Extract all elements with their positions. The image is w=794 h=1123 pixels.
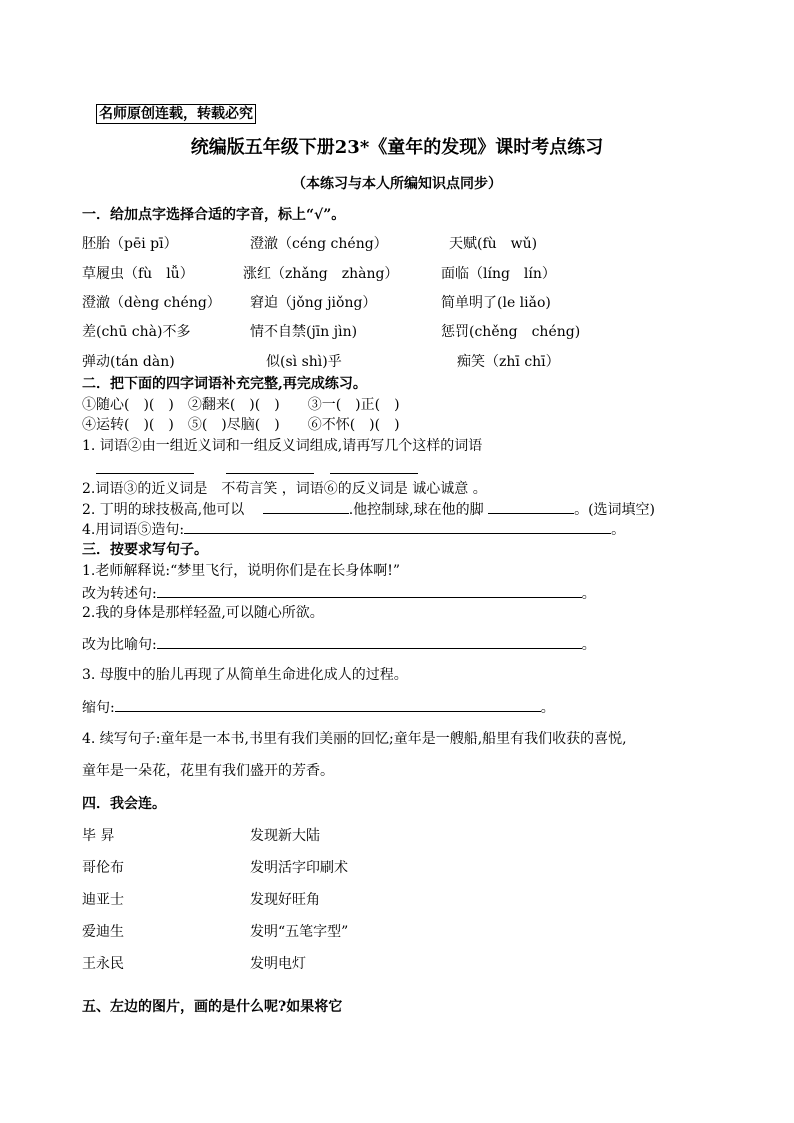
question-text: 。 [611,522,626,538]
pinyin-item: 痴笑（zhī chī） [457,354,560,370]
match-right-item[interactable]: 发现新大陆 [250,828,320,844]
question-text: 4.用词语⑤造句: [82,522,185,538]
match-left-item[interactable]: 迪亚士 [82,892,124,908]
pinyin-item: 澄澈（dèng chéng） [82,295,221,311]
answer-blank[interactable] [157,583,582,598]
match-left-item[interactable]: 爱迪生 [82,924,124,940]
copyright-banner: 名师原创连载，转载必究 [96,104,256,124]
page-subtitle: （本练习与本人所编知识点同步） [292,176,502,192]
pinyin-item: 天赋(fù wǔ) [449,236,538,252]
question-text: 4. 续写句子:童年是一本书,书里有我们美丽的回忆;童年是一艘船,船里有我们收获的喜悦, [82,731,627,747]
pinyin-item: 差(chū chà)不多 [82,324,191,340]
answer-blank[interactable] [115,697,541,712]
idiom-row: ④运转( )( ) ⑤( )尽脑( ) ⑥不怀( )( ) [82,417,400,433]
question-text: 2.我的身体是那样轻盈,可以随心所欲。 [82,605,324,621]
pinyin-item: 弹动(tán dàn) [82,354,175,370]
page-title: 统编版五年级下册23*《童年的发现》课时考点练习 [190,137,604,158]
question-text: 改为比喻句: [82,637,157,653]
match-left-item[interactable]: 毕 昇 [82,828,115,844]
match-left-item[interactable]: 哥伦布 [82,860,124,876]
answer-blank[interactable] [184,519,611,534]
pinyin-item: 澄澈（céng chéng） [250,236,388,252]
line-end: 。 [581,586,596,602]
section4-heading: 四．我会连。 [82,796,166,812]
question-text: .他控制球,球在他的脚 [348,502,484,518]
question-text: 2. 丁明的球技极高,他可以 [82,502,245,518]
pinyin-item: 涨红（zhǎng zhàng） [243,266,399,282]
pinyin-item: 草履虫（fù lǚ） [82,266,194,282]
fill-question [82,499,655,520]
answer-blank[interactable] [157,634,582,649]
match-right-item[interactable]: 发明活字印刷术 [250,860,348,876]
match-right-item[interactable]: 发明电灯 [250,956,306,972]
question-text: 3. 母腹中的胎儿再现了从简单生命进化成人的过程。 [82,667,408,683]
question-text: 2.词语③的近义词是 不苟言笑 ，词语⑥的反义词是 诚心诚意 。 [82,481,487,497]
section5-heading: 五、左边的图片，画的是什么呢?如果将它 [82,999,343,1015]
answer-blank[interactable] [488,499,574,514]
answer-blank[interactable] [330,459,418,478]
question-text: 童年是一朵花，花里有我们盛开的芳香。 [82,763,334,779]
sentence-question [82,519,625,540]
answer-blank[interactable] [263,499,349,514]
match-right-item[interactable]: 发现好旺角 [250,892,320,908]
idiom-row: ①随心( )( ) ②翻来( )( ) ③一( )正( ) [82,397,400,413]
pinyin-item: 窘迫（jǒng jiǒng） [250,295,377,311]
pinyin-item: 情不自禁(jīn jìn) [250,324,358,340]
match-right-item[interactable]: 发明“五笔字型” [250,924,349,940]
match-left-item[interactable]: 王永民 [82,956,124,972]
line-end: 。 [581,637,596,653]
answer-blank[interactable] [226,459,314,478]
pinyin-item: 简单明了(le liǎo) [441,295,551,311]
rewrite-line [82,697,555,718]
section2-heading: 二．把下面的四字词语补充完整,再完成练习。 [82,376,367,392]
question-text: 改为转述句: [82,586,157,602]
question-text: 缩句: [82,700,115,716]
pinyin-item: 似(sì shì)乎 [266,354,342,370]
rewrite-line [82,634,596,655]
pinyin-item: 面临（líng lín） [441,266,556,282]
line-end: 。 [540,700,555,716]
pinyin-item: 胚胎（pēi pī） [82,236,178,252]
section3-heading: 三．按要求写句子。 [82,542,208,558]
question-text: 1.老师解释说:“梦里飞行，说明你们是在长身体啊!” [82,563,401,579]
answer-blank[interactable] [96,459,194,478]
pinyin-item: 惩罚(chěng chéng) [441,324,581,340]
section1-heading: 一．给加点字选择合适的字音，标上“√”。 [82,207,346,223]
question-text: 1. 词语②由一组近义词和一组反义词组成,请再写几个这样的词语 [82,438,483,454]
rewrite-line [82,583,596,604]
question-text: 。(选词填空) [574,502,656,518]
